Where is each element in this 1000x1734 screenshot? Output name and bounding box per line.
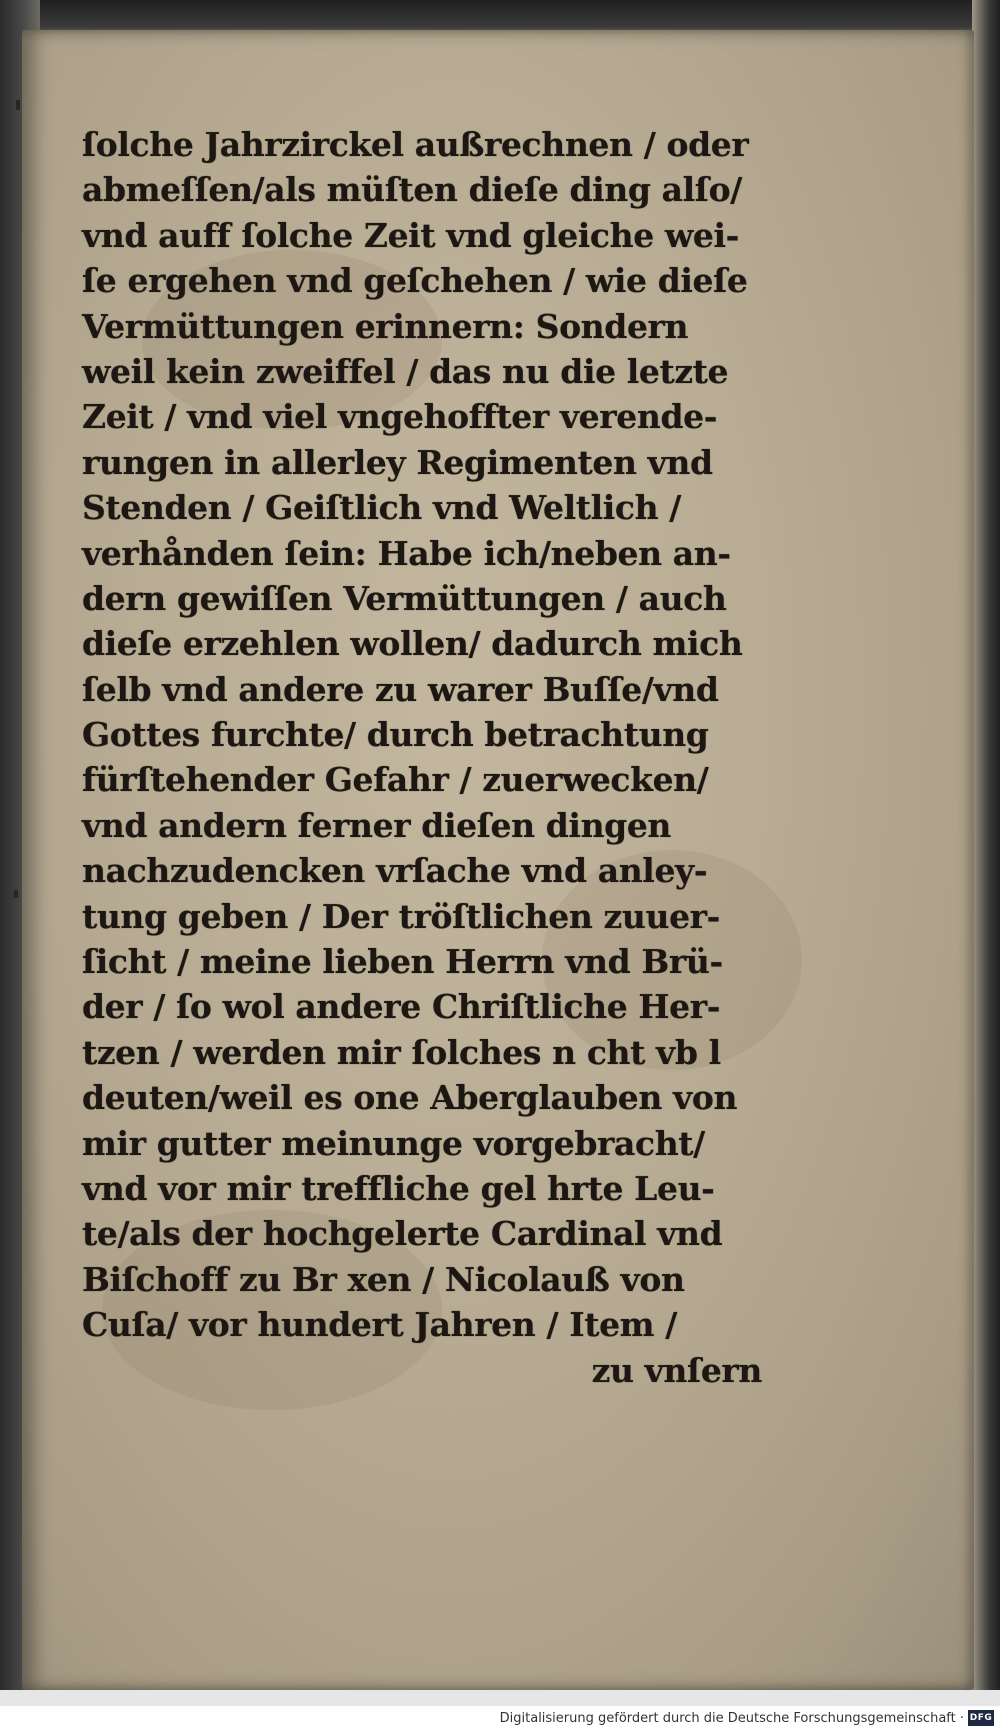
- text-line: Stenden / Geiſtlich vnd Weltlich /: [82, 488, 681, 528]
- catchword: zu vnſern: [591, 1350, 762, 1390]
- text-line: tung geben / Der tröſtlichen zuuer-: [82, 896, 720, 936]
- text-line: deuten/weil es one Aberglauben von: [82, 1078, 738, 1118]
- text-line: rungen in allerley Regimenten vnd: [82, 442, 713, 482]
- text-line: Vermüttungen erinnern: Sondern: [82, 306, 689, 346]
- book-page: [22, 30, 974, 1690]
- text-line: ſicht / meine lieben Herrn vnd Brü-: [82, 942, 723, 982]
- text-line: vnd auff ſolche Zeit vnd gleiche wei-: [82, 215, 739, 255]
- text-line: nachzudencken vrſache vnd anley-: [82, 851, 708, 891]
- text-line: fürſtehender Gefahr / zuerwecken/: [82, 760, 709, 800]
- text-line: te/als der hochgelerte Cardinal vnd: [82, 1214, 723, 1254]
- dfg-logo-icon: DFG: [968, 1710, 994, 1726]
- text-line: ſelb vnd andere zu warer Buſſe/vnd: [82, 669, 719, 709]
- text-line: ſolche Jahrzirckel außrechnen / oder: [82, 125, 749, 164]
- text-line: ſe ergehen vnd geſchehen / wie dieſe: [82, 261, 748, 301]
- page-text-block: [82, 122, 802, 1393]
- margin-mark: [14, 890, 18, 898]
- text-line: der / ſo wol andere Chriſtliche Her-: [82, 987, 721, 1027]
- text-line: Gottes furchte/ durch betrachtung: [82, 715, 709, 755]
- text-line: dieſe erzehlen wollen/ dadurch mich: [82, 624, 743, 664]
- funding-credit: Digitalisierung gefördert durch die Deutsche Forschungsgemeinschaft ·: [499, 1711, 964, 1726]
- text-line: dern gewiſſen Vermüttungen / auch: [82, 578, 727, 618]
- text-line: tzen / werden mir ſolches n cht vb l: [82, 1032, 721, 1072]
- text-line: verhånden ſein: Habe ich/neben an-: [82, 533, 731, 573]
- margin-mark: [16, 100, 20, 110]
- text-line: Cuſa/ vor hundert Jahren / Item /: [82, 1305, 677, 1345]
- text-line: vnd vor mir treffliche gel hrte Leu-: [82, 1168, 715, 1208]
- text-line: vnd andern ferner dieſen dingen: [82, 805, 672, 845]
- text-line: Biſchoff zu Br xen / Nicolauß von: [82, 1259, 685, 1299]
- text-line: Zeit / vnd viel vngehoffter verende-: [82, 397, 718, 437]
- text-line: abmeſſen/als müſten dieſe ding alſo/: [82, 170, 742, 210]
- text-line: mir gutter meinunge vorgebracht/: [82, 1123, 705, 1163]
- text-line: weil kein zweiffel / das nu die letzte: [82, 351, 729, 391]
- page-right-edge: [972, 0, 1000, 1690]
